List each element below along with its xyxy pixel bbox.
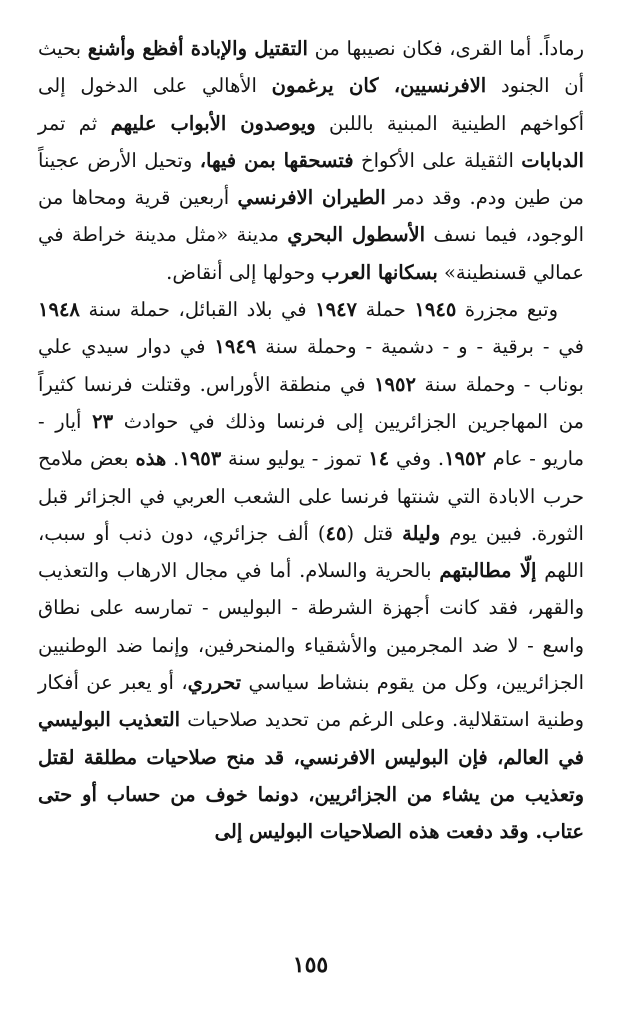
text-run: أيار - ماريو - عام (38, 409, 585, 471)
text-run: مدينة «مثل مدينة خراطة في عمالي قسنطينة» (38, 223, 584, 284)
text-run: أربعين قرية ومحاها من الوجود، فيما نسف (38, 186, 584, 247)
text-run: قتل ( (346, 521, 403, 545)
bold-text-run: الافرنسيين، كان يرغمون (271, 74, 487, 98)
bold-text-run: ١٩٤٥ (414, 298, 457, 322)
bold-text-run: ١٩٤٧ (315, 298, 358, 322)
bold-text-run: الأسطول البحري (287, 223, 426, 247)
text-run: ) ألف جزائري، دون ذنب أو سبب، اللهم (38, 521, 585, 583)
bold-text-run: ١٩٥٢ (374, 372, 416, 396)
body-text (38, 30, 584, 851)
text-run: بحيث أن الجنود (38, 37, 584, 98)
text-run: في - برقية - و - دشمية - وحملة سنة (256, 335, 584, 359)
bold-text-run: إلّا مطالبتهم (439, 559, 537, 583)
text-run: رماداً. أما القرى، فكان نصيبها من (307, 37, 584, 60)
text-run: الأهالي على الدخول إلى أكواخهم الطينية المبنية باللبن (38, 74, 584, 135)
text-run: الثقيلة على الأكواخ (353, 148, 522, 172)
bold-text-run: ٤٥ (325, 521, 347, 545)
text-run: في دوار سيدي علي بوناب - وحملة سنة (38, 335, 584, 396)
bold-text-run: الدبابات (521, 148, 584, 172)
text-run: وحولها إلى أنقاض. (166, 260, 322, 284)
paragraph-2 (38, 291, 584, 850)
text-run: ثم تمر (38, 111, 111, 135)
bold-text-run: فتسحقها بمن فيها، (199, 148, 354, 172)
text-run: بالحرية والسلام. أما في مجال الارهاب والتعذيب والقهر، فقد كانت أجهزة الشرطة - البوليس - تمارسه على نطاق واسع - لا ضد المجرمين والأشقياء والمنحرفين، وإنما ضد الوطنيين الجزائريين، وكل من يقوم بنشاط سياسي (38, 559, 584, 695)
page-number: ١٥٥ (292, 952, 329, 978)
text-run: في منطقة الأوراس. وقتلت فرنسا كثيراً من المهاجرين الجزائريين إلى فرنسا وذلك في حوادث (38, 372, 584, 433)
bold-text-run: الطيران الافرنسي (237, 186, 386, 210)
text-run: تموز - يوليو سنة (221, 447, 369, 471)
text-run: حملة (357, 298, 415, 322)
text-run: . وفي (389, 447, 445, 471)
text-run: ، أو يعبر عن أفكار وطنية استقلالية. وعلى الرغم من تحديد صلاحيات (38, 671, 584, 732)
bold-text-run: تحرري (187, 671, 242, 695)
bold-text-run: ١٩٥٣ (179, 447, 222, 471)
text-run: في بلاد القبائل، حملة سنة (79, 298, 316, 322)
bold-text-run: ١٤ (368, 447, 390, 471)
bold-text-run: التعذيب البوليسي في العالم، فإن البوليس الافرنسي، قد منح صلاحيات مطلقة لقتل وتعذيب من يشاء من الجزائريين، دونما خوف من حساب أو حتى عتاب. وقد دفعت هذه الصلاحيات البوليس إلى (38, 708, 584, 844)
text-run: وتبع مجزرة (456, 298, 559, 322)
bold-text-run: ١٩٤٨ (38, 298, 80, 322)
bold-text-run: هذه (135, 447, 167, 471)
text-run: . (166, 447, 180, 471)
bold-text-run: ١٩٤٩ (214, 335, 257, 359)
bold-text-run: ويوصدون الأبواب عليهم (110, 111, 316, 135)
bold-text-run: ١٩٥٢ (444, 447, 486, 471)
text-run: بعض ملامح حرب الابادة التي شنتها فرنسا على الشعب العربي في الجزائر قبل الثورة. فبين يوم (38, 447, 584, 545)
paragraph-1 (38, 30, 584, 291)
bold-text-run: وليلة (402, 521, 441, 545)
bold-text-run: التقتيل والإبادة أفظع وأشنع (87, 37, 308, 60)
bold-text-run: بسكانها العرب (321, 260, 438, 284)
bold-text-run: ٢٣ (92, 409, 114, 433)
text-run: وتحيل الأرض عجيناً من طين ودم. وقد دمر (38, 148, 584, 210)
